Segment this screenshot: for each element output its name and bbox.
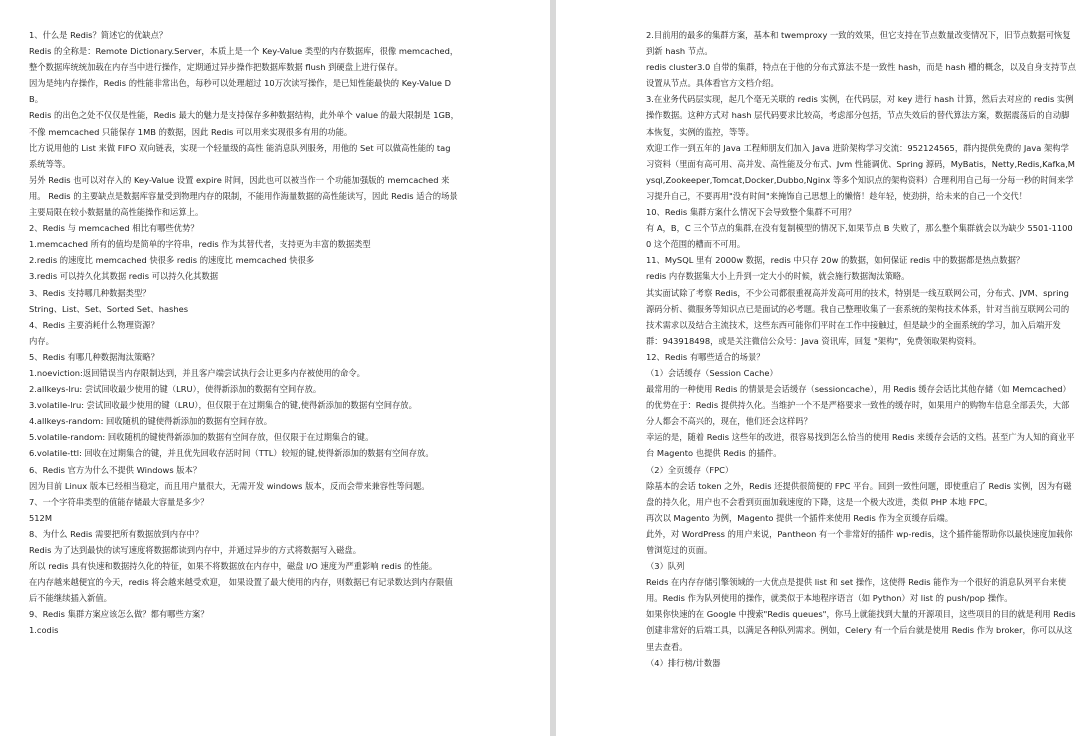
paragraph: 9、Redis 集群方案应该怎么做？都有哪些方案？ bbox=[29, 609, 209, 620]
paragraph: 1.codis bbox=[29, 625, 59, 636]
paragraph: 3、Redis 支持哪几种数据类型？ bbox=[29, 287, 151, 298]
paragraph: 所以 redis 具有快速和数据持久化的特征，如果不将数据放在内存中，磁盘 I/O 速度为严重影响 redis 的性能。 bbox=[29, 561, 438, 572]
paragraph: 内存。 bbox=[29, 335, 54, 346]
paragraph: 2、Redis 与 memcached 相比有哪些优势？ bbox=[29, 223, 199, 234]
paragraph: 4.allkeys-random: 回收随机的键使得新添加的数据有空间存放。 bbox=[29, 416, 273, 427]
paragraph: 1.noeviction:返回错误当内存限制达到，并且客户端尝试执行会让更多内存被使用的命令。 bbox=[29, 367, 365, 378]
paragraph: 6.volatile-ttl: 回收在过期集合的键，并且优先回收存活时间（TTL）较短的键,使得新添加的数据有空间存放。 bbox=[29, 448, 434, 459]
paragraph: redis 内存数据集大小上升到一定大小的时候，就会施行数据淘汰策略。 bbox=[646, 271, 910, 282]
paragraph: 512M bbox=[29, 512, 52, 523]
paragraph: 再次以 Magento 为例，Magento 提供一个插件来使用 Redis 作为全页缓存后端。 bbox=[646, 512, 954, 523]
paragraph: Redis 为了达到最快的读写速度将数据都读到内存中，并通过异步的方式将数据写入磁盘。 bbox=[29, 545, 362, 555]
paragraph: Redis 的全称是：Remote Dictionary.Server，本质上是一个 Key-Value 类型的内存数据库，很像 memcached，整个数据库统统加载在内存当中进行操作，定期通过异步操作把数据库数据 flush 到硬盘上进行保存。 bbox=[29, 46, 459, 73]
paragraph: 另外 Redis 也可以对存入的 Key-Value 设置 expire 时间，因此也可以被当作一 个功能加强版的 memcached 来用。 Redis 的主要缺点是数据库容量受到物理内存的限制，不能用作海量数据的高性能读写，因此 Redis 适合的场景主要局限在较小数据量的高性能操作和运算上。 bbox=[29, 174, 458, 218]
right-page bbox=[556, 0, 1087, 736]
right-page-text bbox=[646, 27, 1076, 671]
paragraph: 欢迎工作一到五年的 Java 工程师朋友们加入 Java 进阶架构学习交流：952124565，群内提供免费的 Java 架构学习资料（里面有高可用、高并发、高性能及分布式、Jvm 性能调优、Spring 源码，MyBatis，Netty,Redis,Kafka,Mysql,Zookeeper,Tomcat,Docker,Dubbo,Nginx 等多个知识点的架构资料）合理利用自己每一分每一秒的时间来学习提升自己，不要再用"没有时间"来掩饰自己思想上的懒惰！趁年轻，使劲拼，给未来的自己一个交代！ bbox=[646, 142, 1075, 201]
paragraph: 如果你快速的在 Google 中搜索"Redis queues"，你马上就能找到大量的开源项目，这些项目的目的就是利用 Redis 创建非常好的后端工具，以满足各种队列需求。例如，Celery 有一个后台就是使用 Redis 作为 broker，你可以从这里去查看。 bbox=[646, 609, 1076, 652]
paragraph: 3.volatile-lru: 尝试回收最少使用的键（LRU），但仅限于在过期集合的键,使得新添加的数据有空间存放。 bbox=[29, 400, 417, 411]
paragraph: 8、为什么 Redis 需要把所有数据放到内存中？ bbox=[29, 528, 203, 539]
paragraph: 2.allkeys-lru: 尝试回收最少使用的键（LRU），使得新添加的数据有空间存放。 bbox=[29, 384, 322, 395]
paragraph: 在内存越来越便宜的今天，redis 将会越来越受欢迎， 如果设置了最大使用的内存，则数据已有记录数达到内存限值后不能继续插入新值。 bbox=[29, 577, 453, 604]
paragraph: （3）队列 bbox=[646, 561, 685, 572]
left-page-text bbox=[29, 27, 461, 639]
paragraph: 6、Redis 官方为什么不提供 Windows 版本？ bbox=[29, 464, 202, 475]
paragraph: 5、Redis 有哪几种数据淘汰策略？ bbox=[29, 351, 159, 362]
paragraph: 11、MySQL 里有 2000w 数据，redis 中只存 20w 的数据，如何保证 redis 中的数据都是热点数据？ bbox=[646, 255, 1025, 266]
paragraph: （2）全页缓存（FPC） bbox=[646, 464, 734, 475]
paragraph: 1.memcached 所有的值均是简单的字符串，redis 作为其替代者，支持更为丰富的数据类型 bbox=[29, 239, 371, 250]
paragraph: 其实面试除了考察 Redis，不少公司都很重视高并发高可用的技术，特别是一线互联网公司，分布式、JVM、spring 源码分析、微服务等知识点已是面试的必考题。我自己整理收集了一套系统的架构技术体系，针对当前互联网公司的技术需求以及结合主流技术，这些东西可能你们平时在工作中接触过，但是缺少的全面系统的学习，加入后端开发群：943918498，或是关注微信公众号：Java 资讯库，回复 "架构"，免费领取架构资料。 bbox=[646, 287, 1070, 346]
paragraph: 此外，对 WordPress 的用户来说，Pantheon 有一个非常好的插件 wp-redis，这个插件能帮助你以最快速度加载你曾浏览过的页面。 bbox=[646, 528, 1073, 555]
paragraph: 10、Redis 集群方案什么情况下会导致整个集群不可用？ bbox=[646, 207, 856, 218]
paragraph: 因为是纯内存操作，Redis 的性能非常出色，每秒可以处理超过 10万次读写操作，是已知性能最快的 Key-Value DB。 bbox=[29, 78, 451, 105]
paragraph: String、List、Set、Sorted Set、hashes bbox=[29, 303, 189, 314]
paragraph: 3.redis 可以持久化其数据 redis 可以持久化其数据 bbox=[29, 271, 219, 282]
paragraph: （4）排行榜/计数器 bbox=[646, 657, 721, 668]
paragraph: 3.在业务代码层实现，起几个毫无关联的 redis 实例，在代码层，对 key 进行 hash 计算，然后去对应的 redis 实例操作数据。这种方式对 hash 层代码要求比较高，考虑部分包括，节点失效后的替代算法方案，数据震荡后的自动脚本恢复，实例的监控，等等。 bbox=[646, 94, 1074, 137]
paragraph: redis cluster3.0 自带的集群，特点在于他的分布式算法不是一致性 hash，而是 hash 槽的概念，以及自身支持节点设置从节点。具体看官方文档介绍。 bbox=[646, 62, 1076, 89]
paragraph: Redis 的出色之处不仅仅是性能，Redis 最大的魅力是支持保存多种数据结构，此外单个 value 的最大限制是 1GB，不像 memcached 只能保存 1MB 的数据，因此 Redis 可以用来实现很多有用的功能。 bbox=[29, 110, 459, 137]
paragraph: 2.目前用的最多的集群方案，基本和 twemproxy 一致的效果，但它支持在节点数量改变情况下，旧节点数据可恢复到新 hash 节点。 bbox=[646, 30, 1071, 57]
paragraph: 幸运的是，随着 Redis 这些年的改进，很容易找到怎么恰当的使用 Redis 来缓存会话的文档。甚至广为人知的商业平台 Magento 也提供 Redis 的插件。 bbox=[646, 432, 1075, 459]
paragraph: 比方说用他的 List 来做 FIFO 双向链表，实现一个轻量级的高性 能消息队列服务，用他的 Set 可以做高性能的 tag 系统等等。 bbox=[29, 142, 451, 169]
paragraph: 1、什么是 Redis？简述它的优缺点？ bbox=[29, 30, 168, 40]
paragraph: 最常用的一种使用 Redis 的情景是会话缓存（sessioncache），用 Redis 缓存会话比其他存储（如 Memcached）的优势在于：Redis 提供持久化。当维护一个不是严格要求一致性的缓存时，如果用户的购物车信息全部丢失，大部分人都会不高兴的，现在，他们还会这样吗？ bbox=[646, 384, 1071, 427]
paragraph: 2.redis 的速度比 memcached 快很多 redis 的速度比 memcached 快很多 bbox=[29, 255, 315, 266]
paragraph: 5.volatile-random: 回收随机的键使得新添加的数据有空间存放，但仅限于在过期集合的键。 bbox=[29, 432, 374, 443]
paragraph: 除基本的会话 token 之外，Redis 还提供很简便的 FPC 平台。回到一致性问题，即使重启了 Redis 实例，因为有磁盘的持久化，用户也不会看到页面加载速度的下降，这是一个极大改进，类似 PHP 本地 FPC。 bbox=[646, 480, 1072, 507]
paragraph: 有 A，B，C 三个节点的集群,在没有复制模型的情况下,如果节点 B 失败了，那么整个集群就会以为缺少 5501-11000 这个范围的槽而不可用。 bbox=[646, 223, 1073, 250]
paragraph: 12、Redis 有哪些适合的场景？ bbox=[646, 351, 765, 362]
paragraph: 4、Redis 主要消耗什么物理资源？ bbox=[29, 319, 159, 330]
paragraph: 7、一个字符串类型的值能存储最大容量是多少？ bbox=[29, 496, 209, 507]
paragraph: 因为目前 Linux 版本已经相当稳定，而且用户量很大，无需开发 windows 版本，反而会带来兼容性等问题。 bbox=[29, 480, 430, 491]
paragraph: Reids 在内存存储引擎领域的一大优点是提供 list 和 set 操作，这使得 Redis 能作为一个很好的消息队列平台来使用。Redis 作为队列使用的操作，就类似于本地程序语言（如 Python）对 list 的 push/pop 操作。 bbox=[646, 577, 1066, 604]
paragraph: （1）会话缓存（Session Cache） bbox=[646, 367, 778, 378]
